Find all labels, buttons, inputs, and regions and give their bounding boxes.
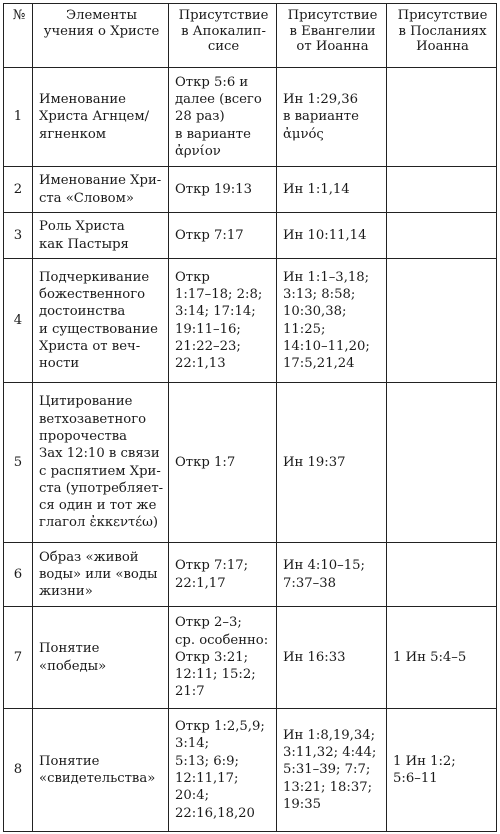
- row-number: 7: [4, 607, 33, 709]
- row-element: Понятие «свидетельства»: [33, 709, 169, 832]
- header-epistles: Присутствие в Посланиях Иоанна: [387, 4, 497, 68]
- table-row: [4, 259, 497, 383]
- row-gospel: Ин 1:8,19,34; 3:11,32; 4:44; 5:31–39; 7:7; 13:21; 18:37; 19:35: [277, 709, 387, 832]
- header-gospel: Присутствие в Евангелии от Иоанна: [277, 4, 387, 68]
- row-epistles: [387, 543, 497, 607]
- row-apocalypse: Откр 1:7: [169, 383, 277, 543]
- row-apocalypse: Откр 1:17–18; 2:8; 3:14; 17:14; 19:11–16; 21:22–23; 22:1,13: [169, 259, 277, 383]
- row-epistles: [387, 259, 497, 383]
- row-epistles: [387, 68, 497, 167]
- row-apocalypse: Откр 7:17: [169, 213, 277, 259]
- table-row: [4, 68, 497, 167]
- table-row: [4, 709, 497, 832]
- row-element: Образ «живой воды» или «воды жизни»: [33, 543, 169, 607]
- row-apocalypse: Откр 19:13: [169, 167, 277, 213]
- header-element: Элементы учения о Христе: [33, 4, 169, 68]
- row-number: 1: [4, 68, 33, 167]
- table-row: [4, 213, 497, 259]
- header-number: №: [4, 4, 33, 68]
- row-element: Понятие «победы»: [33, 607, 169, 709]
- table-row: [4, 607, 497, 709]
- row-number: 3: [4, 213, 33, 259]
- row-number: 5: [4, 383, 33, 543]
- row-gospel: Ин 19:37: [277, 383, 387, 543]
- row-epistles: [387, 383, 497, 543]
- row-element: Цитирование ветхозаветного пророчества Зах 12:10 в связи с распятием Хри- ста (употребляет- ся один и тот же глагол ἐκκεντέω): [33, 383, 169, 543]
- table-row: [4, 383, 497, 543]
- table-row: [4, 167, 497, 213]
- comparison-table: [3, 3, 497, 832]
- row-apocalypse: Откр 2–3; ср. особенно: Откр 3:21; 12:11; 15:2; 21:7: [169, 607, 277, 709]
- row-element: Роль Христа как Пастыря: [33, 213, 169, 259]
- row-apocalypse: Откр 7:17; 22:1,17: [169, 543, 277, 607]
- row-gospel: Ин 16:33: [277, 607, 387, 709]
- row-gospel: Ин 1:1–3,18; 3:13; 8:58; 10:30,38; 11:25; 14:10–11,20; 17:5,21,24: [277, 259, 387, 383]
- row-gospel: Ин 1:1,14: [277, 167, 387, 213]
- header-apocalypse: Присутствие в Апокалип- сисе: [169, 4, 277, 68]
- row-apocalypse: Откр 5:6 и далее (всего 28 раз) в варианте ἀρνίον: [169, 68, 277, 167]
- row-epistles: [387, 213, 497, 259]
- row-number: 2: [4, 167, 33, 213]
- row-gospel: Ин 1:29,36 в варианте ἀμνός: [277, 68, 387, 167]
- table-row: [4, 543, 497, 607]
- row-number: 4: [4, 259, 33, 383]
- row-element: Именование Хри- ста «Словом»: [33, 167, 169, 213]
- row-number: 8: [4, 709, 33, 832]
- row-number: 6: [4, 543, 33, 607]
- row-gospel: Ин 10:11,14: [277, 213, 387, 259]
- row-gospel: Ин 4:10–15; 7:37–38: [277, 543, 387, 607]
- row-epistles: [387, 167, 497, 213]
- row-epistles: 1 Ин 5:4–5: [387, 607, 497, 709]
- header-row: [4, 4, 497, 68]
- row-apocalypse: Откр 1:2,5,9; 3:14; 5:13; 6:9; 12:11,17; 20:4; 22:16,18,20: [169, 709, 277, 832]
- row-element: Подчеркивание божественного достоинства и существование Христа от веч- ности: [33, 259, 169, 383]
- row-epistles: 1 Ин 1:2; 5:6–11: [387, 709, 497, 832]
- row-element: Именование Христа Агнцем/ ягненком: [33, 68, 169, 167]
